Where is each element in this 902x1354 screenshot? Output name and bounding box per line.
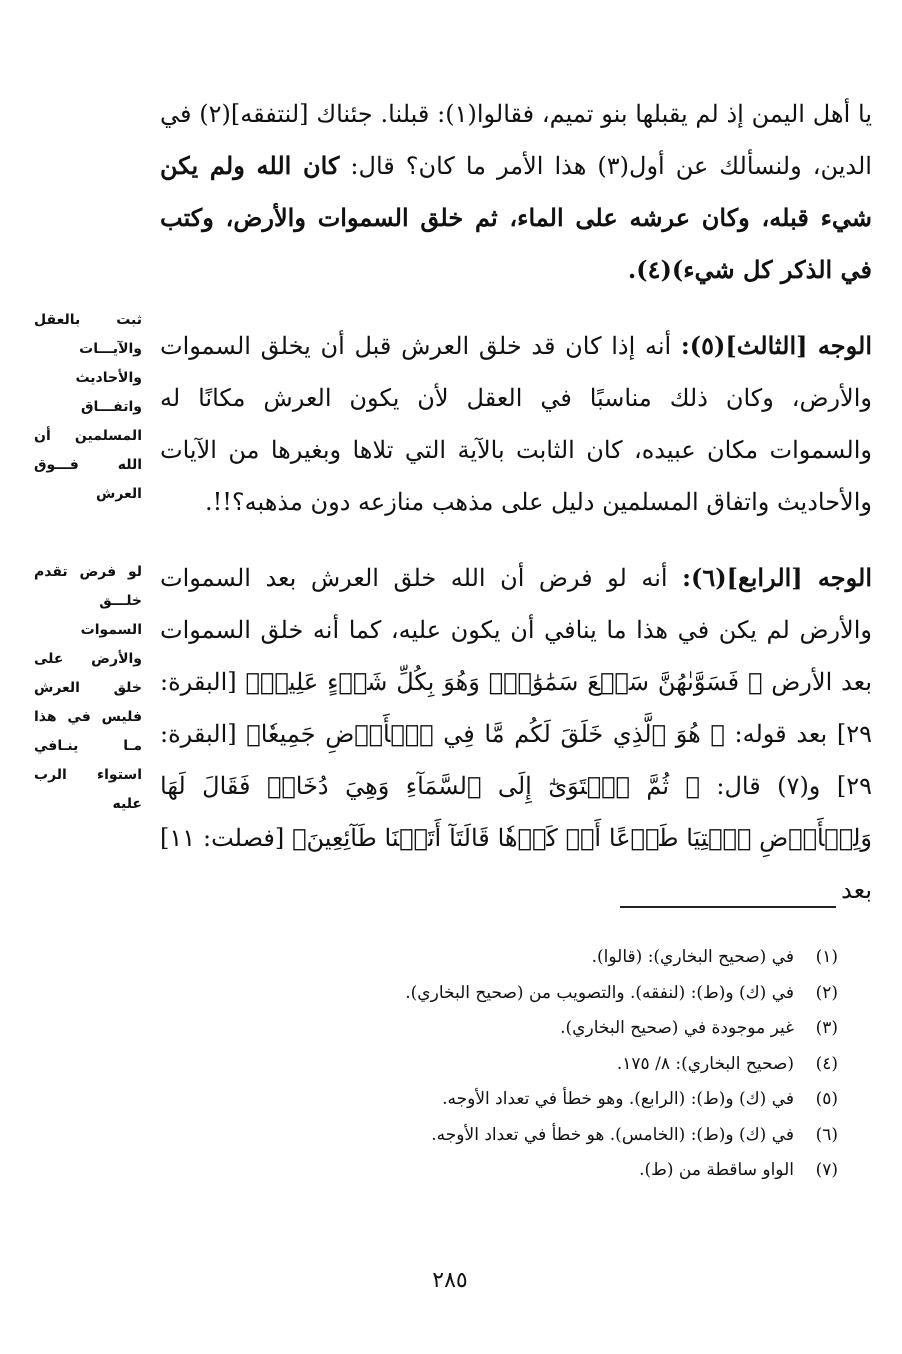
page-number: ٢٨٥ [432,1268,468,1293]
footnote-item [300,940,838,976]
footnote-number: (٤) [815,1053,838,1074]
section-heading: الوجه [الرابع](٦): [682,563,872,592]
quote-intro: قال: [350,152,395,180]
footnote-number: (١) [815,947,838,967]
paragraph-hadith [160,88,872,296]
paragraph-text: أنه لو فرض أن الله خلق العرش بعد السموات والأرض لم يكن في هذا ما ينافي أن يكون عليه، كما أنه خلق السموات بعد الأرض ﴿ فَسَوَّىٰهُنَّ سَبۡعَ سَمَٰوَٰتٖۚ وَهُوَ بِكُلِّ شَيۡءٍ عَلِيمٞ﴾ [البقرة: ٢٩] بعد قوله: ﴿ هُوَ ٱلَّذِي خَلَقَ لَكُم مَّا فِي ٱلۡأَرۡضِ جَمِيعٗا﴾ [البقرة: ٢٩] و(٧) قال: ﴿ ثُمَّ ٱسۡتَوَىٰٓ إِلَى ٱلسَّمَآءِ وَهِيَ دُخَانٞ فَقَالَ لَهَا وَلِلۡأَرۡضِ ٱئۡتِيَا طَوۡعًا أَوۡ كَرۡهٗا قَالَتَآ أَتَيۡنَا طَآئِعِينَ﴾ [فصلت: ١١] بعد [160,564,873,904]
footnote-text: في (ك) و(ط): (الخامس). هو خطأ في تعداد الأوجه. [431,1124,794,1145]
footnote-text: (صحيح البخاري): ٨/ ١٧٥. [616,1053,794,1074]
footnotes [300,940,838,1189]
footnote-number: (٦) [815,1124,838,1145]
footnote-number: (٥) [815,1089,838,1109]
footnote-text: في (ك) و(ط): (الرابع). وهو خطأ في تعداد الأوجه. [442,1089,794,1109]
footnote-text: في (ك) و(ط): (لنفقه). والتصويب من (صحيح البخاري). [405,982,794,1003]
text-line: يا أهل اليمن إذ لم يقبلها بنو تميم، فقالوا(١): قبلنا. جئناك [316,100,873,128]
footnote-number: (٢) [815,982,838,1003]
section-heading: الوجه [الثالث](٥): [680,331,872,360]
hadith-quote: كان الله ولم يكن شيء قبله، وكان عرشه على الماء، ثم خلق السموات والأرض، وكتب في الذكر كل شيء)(٤). [160,151,872,284]
footnote-number: (٧) [815,1160,838,1180]
footnote-text: في (صحيح البخاري): (قالوا). [591,947,794,967]
paragraph-text: أنه إذا كان قد خلق العرش قبل أن يخلق السموات والأرض، وكان ذلك مناسبًا في العقل لأن يكون العرش مكانًا له والسموات مكان عبيده، كان الثابت بالآية التي تلاها وبغيرها من الآيات والأحاديث واتفاق المسلمين دليل على مذهب منازعه دون مذهبه؟!!. [160,332,872,516]
footnote-item [300,1011,838,1047]
footnote-text: الواو ساقطة من (ط). [639,1160,794,1180]
paragraph-fourth-aspect [160,552,872,916]
margin-note: ثبت بالعقل والآيـــات والأحاديث واتفـــاق المسلمين أن الله فـــوق العرش [34,312,142,502]
footnote-item [300,1047,838,1083]
footnote-item [300,1082,838,1118]
footnote-item [300,1153,838,1189]
footnote-divider [620,906,836,908]
footnote-text: غير موجودة في (صحيح البخاري). [560,1018,794,1038]
main-text [160,88,872,916]
footnote-item [300,1118,838,1154]
footnote-item [300,976,838,1012]
text-line: [لنتفقه](٢) في الدين، ولنسألك عن أول(٣) هذا الأمر ما كان؟ [160,100,872,180]
paragraph-third-aspect [160,320,872,528]
margin-note: لو فرض تقدم خلـــق السموات والأرض على خلق العرش فليس في هذا مـا ينـافي استواء الرب عليه [34,564,142,812]
footnote-number: (٣) [815,1018,838,1038]
